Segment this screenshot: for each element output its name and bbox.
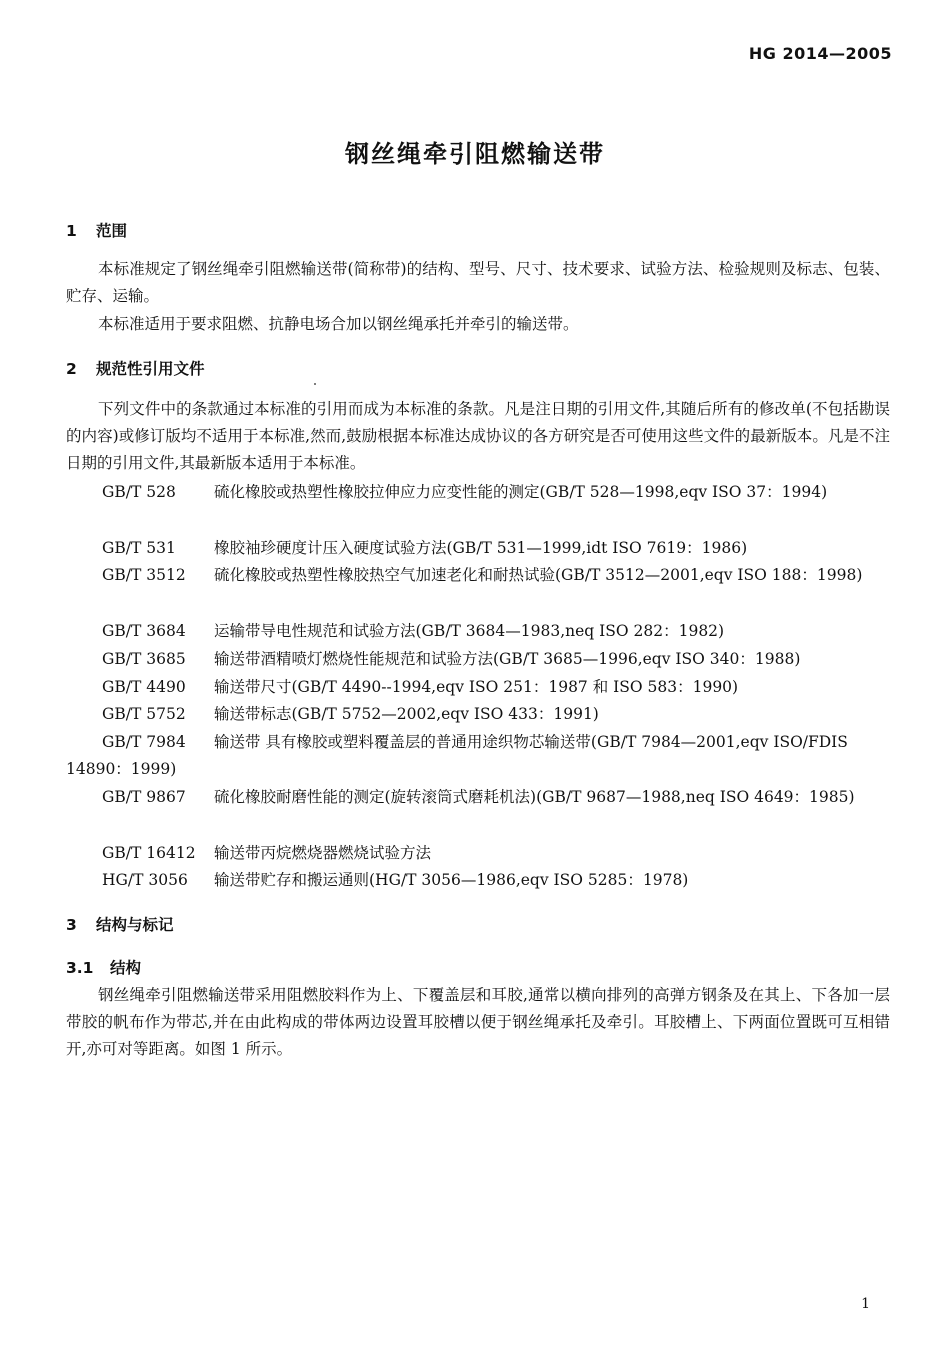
reference-code: GB/T 9867: [102, 788, 186, 806]
reference-code: GB/T 3685: [102, 650, 186, 668]
section-number: 3: [66, 916, 77, 934]
reference-text: 输送带贮存和搬运通则(HG/T 3056—1986,eqv ISO 5285：1978): [214, 871, 689, 889]
section-3-1-paragraph: 钢丝绳牵引阻燃输送带采用阻燃胶料作为上、下覆盖层和耳胶,通常以横向排列的高弹方钢条及在其上、下各加一层带胶的帆布作为带芯,并在由此构成的带体两边设置耳胶槽以便于钢丝绳承托及牵引。耳胶槽上、下两面位置既可互相错开,亦可对等距离。如图 1 所示。: [66, 986, 890, 1058]
scan-speck: [314, 383, 316, 385]
reference-text: 硫化橡胶耐磨性能的测定(旋转滚筒式磨耗机法)(GB/T 9687—1988,neq ISO 4649：1985): [214, 788, 855, 806]
reference-text: 输送带丙烷燃烧器燃烧试验方法: [214, 844, 432, 862]
reference-item: [66, 618, 890, 645]
section-2-heading: [66, 357, 205, 379]
reference-text: 输送带酒精喷灯燃烧性能规范和试验方法(GB/T 3685—1996,eqv ISO 340：1988): [214, 650, 801, 668]
reference-code: GB/T 531: [102, 539, 176, 557]
section-3-heading: [66, 913, 174, 935]
reference-text: 橡胶袖珍硬度计压入硬度试验方法(GB/T 531—1999,idt ISO 7619：1986): [214, 539, 748, 557]
reference-text: 输送带标志(GB/T 5752—2002,eqv ISO 433：1991): [214, 705, 599, 723]
section-1-paragraph-1: 本标准规定了钢丝绳牵引阻燃输送带(简称带)的结构、型号、尺寸、技术要求、试验方法、检验规则及标志、包装、贮存、运输。: [66, 260, 890, 305]
section-number: 3.1: [66, 959, 94, 977]
reference-code: GB/T 4490: [102, 678, 186, 696]
reference-text: 硫化橡胶或热塑性橡胶拉伸应力应变性能的测定(GB/T 528—1998,eqv ISO 37：1994): [214, 483, 828, 501]
section-title: 结构: [110, 959, 142, 977]
reference-item: [66, 867, 890, 894]
section-title: 范围: [96, 222, 128, 240]
section-title: 规范性引用文件: [96, 360, 205, 378]
reference-code: GB/T 3512: [102, 566, 186, 584]
reference-code: GB/T 528: [102, 483, 176, 501]
document-title: 钢丝绳牵引阻燃输送带: [345, 140, 605, 168]
reference-code: GB/T 16412: [102, 844, 196, 862]
section-title: 结构与标记: [96, 916, 174, 934]
reference-item: [66, 784, 890, 811]
reference-item: [66, 535, 890, 562]
reference-text: 输送带 具有橡胶或塑料覆盖层的普通用途织物芯输送带(GB/T 7984—2001,eqv ISO/FDIS 14890：1999): [66, 733, 848, 778]
section-3-1-heading: [66, 956, 141, 978]
reference-text: 运输带导电性规范和试验方法(GB/T 3684—1983,neq ISO 282：1982): [214, 622, 725, 640]
section-number: 1: [66, 222, 77, 240]
reference-item: [66, 562, 890, 589]
reference-item: [66, 479, 890, 506]
reference-code: GB/T 3684: [102, 622, 186, 640]
reference-code: GB/T 5752: [102, 705, 186, 723]
section-1-heading: [66, 219, 127, 241]
reference-text: 硫化橡胶或热塑性橡胶热空气加速老化和耐热试验(GB/T 3512—2001,eqv ISO 188：1998): [214, 566, 863, 584]
reference-item: [66, 840, 890, 867]
reference-item: [66, 729, 890, 783]
reference-code: HG/T 3056: [102, 871, 188, 889]
reference-code: GB/T 7984: [102, 733, 186, 751]
section-number: 2: [66, 360, 77, 378]
section-1-paragraph-2: 本标准适用于要求阻燃、抗静电场合加以钢丝绳承托并牵引的输送带。: [98, 315, 579, 333]
reference-item: [66, 646, 890, 673]
reference-text: 输送带尺寸(GB/T 4490--1994,eqv ISO 251：1987 和 ISO 583：1990): [214, 678, 739, 696]
reference-item: [66, 701, 890, 728]
section-2-intro: 下列文件中的条款通过本标准的引用而成为本标准的条款。凡是注日期的引用文件,其随后所有的修改单(不包括勘误的内容)或修订版均不适用于本标准,然而,鼓励根据本标准达成协议的各方研究是否可使用这些文件的最新版本。凡是不注日期的引用文件,其最新版本适用于本标准。: [66, 400, 890, 472]
standard-code: HG 2014—2005: [748, 44, 892, 63]
page-number: 1: [861, 1296, 870, 1312]
reference-item: [66, 674, 890, 701]
